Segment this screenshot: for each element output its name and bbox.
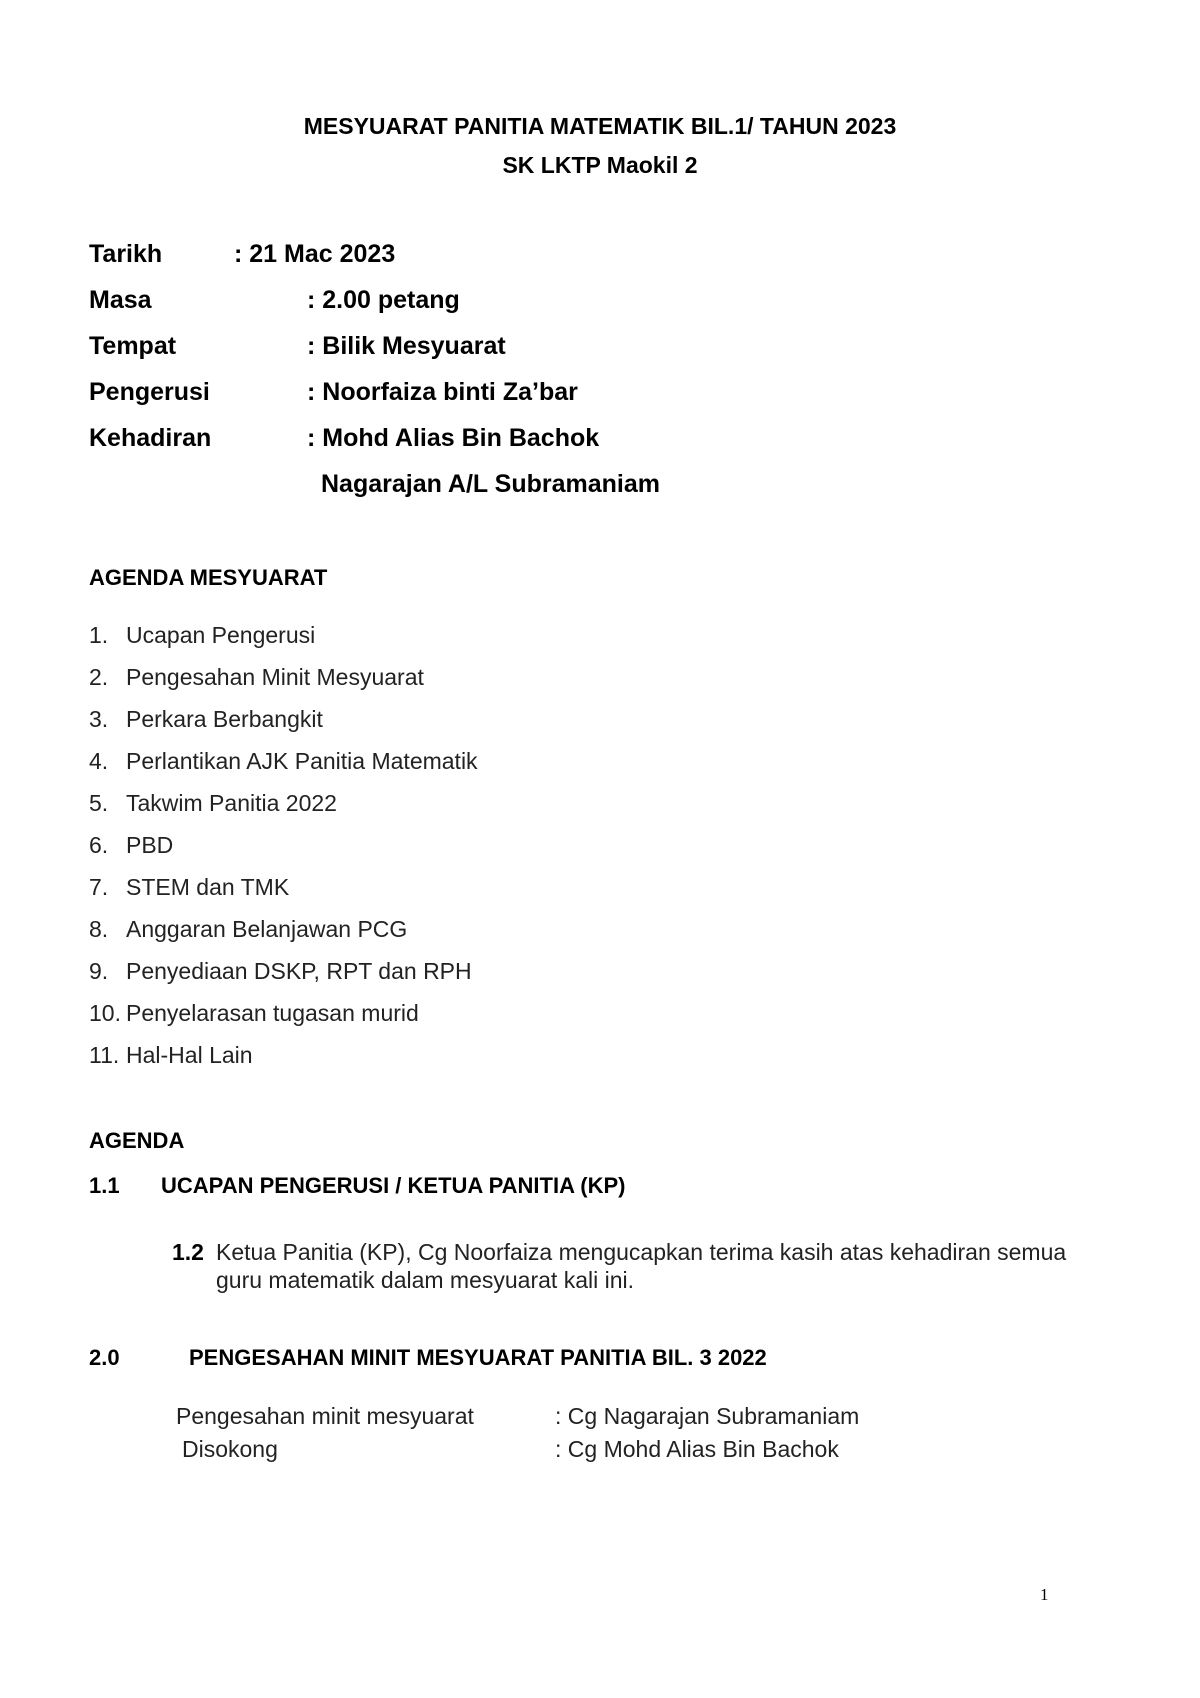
info-label-tempat: Tempat [89, 332, 177, 360]
info-value-masa: : 2.00 petang [307, 286, 460, 314]
agenda-item-text: STEM dan TMK [126, 874, 290, 900]
info-label-kehadiran: Kehadiran [89, 424, 212, 452]
agenda-item-text: Perlantikan AJK Panitia Matematik [126, 748, 478, 774]
agenda-item-number: 11. [89, 1042, 120, 1068]
agenda-mesyuarat-heading: AGENDA MESYUARAT [89, 565, 328, 590]
document-subtitle: SK LKTP Maokil 2 [502, 152, 698, 178]
agenda-heading: AGENDA [89, 1128, 185, 1153]
agenda-item-number: 2. [89, 664, 109, 690]
agenda-item-number: 5. [89, 790, 109, 816]
confirmation-label: Pengesahan minit mesyuarat [176, 1403, 474, 1429]
agenda-item-text: Takwim Panitia 2022 [126, 790, 337, 816]
agenda-item-number: 9. [89, 958, 109, 984]
agenda-item-text: Anggaran Belanjawan PCG [126, 916, 408, 942]
section-2-title: PENGESAHAN MINIT MESYUARAT PANITIA BIL. 3 2022 [189, 1345, 767, 1370]
agenda-item-number: 8. [89, 916, 109, 942]
paragraph-line-1: Ketua Panitia (KP), Cg Noorfaiza mengucapkan terima kasih atas kehadiran semua [216, 1239, 1067, 1265]
info-value-kehadiran-2: Nagarajan A/L Subramaniam [321, 470, 661, 498]
paragraph-line-2: guru matematik dalam mesyuarat kali ini. [216, 1267, 634, 1293]
info-label-pengerusi: Pengerusi [89, 378, 210, 406]
section-1-title: UCAPAN PENGERUSI / KETUA PANITIA (KP) [161, 1173, 626, 1198]
agenda-item-number: 4. [89, 748, 109, 774]
info-value-tempat: : Bilik Mesyuarat [307, 332, 506, 360]
agenda-item-text: Penyediaan DSKP, RPT dan RPH [126, 958, 472, 984]
info-value-pengerusi: : Noorfaiza binti Za’bar [307, 378, 578, 406]
document-title: MESYUARAT PANITIA MATEMATIK BIL.1/ TAHUN 2023 [303, 113, 897, 139]
seconded-value: : Cg Mohd Alias Bin Bachok [555, 1436, 839, 1462]
agenda-item-number: 7. [89, 874, 109, 900]
agenda-item-number: 10. [89, 1000, 121, 1026]
agenda-item-number: 6. [89, 832, 109, 858]
agenda-item-number: 1. [89, 622, 109, 648]
agenda-item-text: Pengesahan Minit Mesyuarat [126, 664, 424, 690]
agenda-item-text: Penyelarasan tugasan murid [126, 1000, 419, 1026]
confirmation-value: : Cg Nagarajan Subramaniam [555, 1403, 860, 1429]
agenda-item-number: 3. [89, 706, 109, 732]
section-1-number: 1.1 [89, 1173, 120, 1198]
agenda-item-text: Perkara Berbangkit [126, 706, 323, 732]
paragraph-text [216, 1238, 1200, 1294]
agenda-item-text: Ucapan Pengerusi [126, 622, 316, 648]
paragraph-number: 1.2 [172, 1239, 204, 1265]
info-value-tarikh: : 21 Mac 2023 [234, 240, 396, 268]
section-2-number: 2.0 [89, 1345, 120, 1370]
agenda-item-text: PBD [126, 832, 174, 858]
agenda-item-text: Hal-Hal Lain [126, 1042, 253, 1068]
page-number: 1 [1040, 1585, 1049, 1604]
seconded-label: Disokong [182, 1436, 278, 1462]
info-label-masa: Masa [89, 286, 152, 314]
info-label-tarikh: Tarikh [89, 240, 163, 268]
info-value-kehadiran: : Mohd Alias Bin Bachok [307, 424, 600, 452]
